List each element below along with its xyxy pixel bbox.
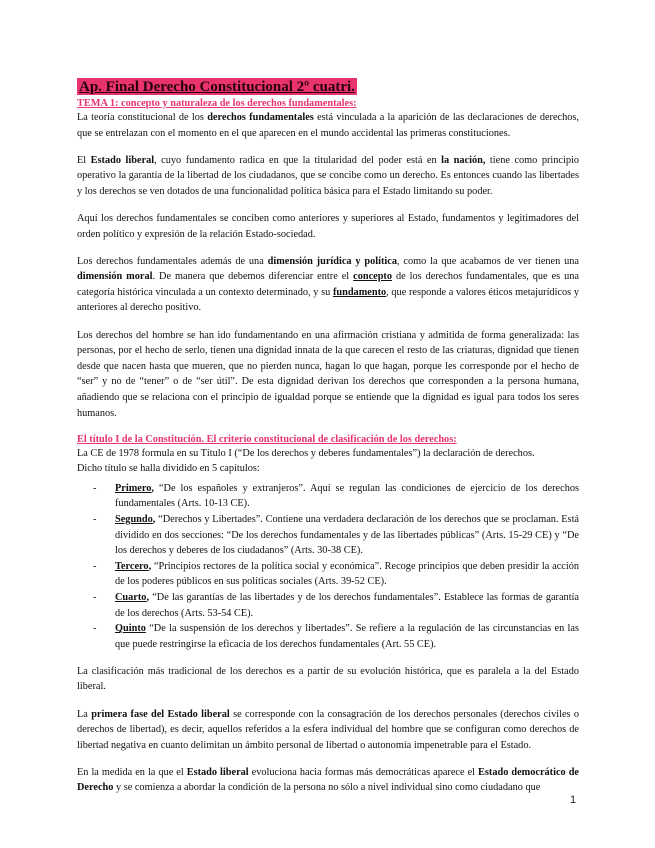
- section-heading-tema1: TEMA 1: concepto y naturaleza de los derechos fundamentales:: [77, 98, 357, 109]
- paragraph-7: Dicho título se halla dividido en 5 capítulos:: [77, 463, 260, 475]
- paragraph-6: La CE de 1978 formula en su Título I (“De los derechos y deberes fundamentales”) la declaración de derechos.: [77, 447, 535, 459]
- paragraph-3: Aquí los derechos fundamentales se conciben como anteriores y superiores al Estado, fundamentos y legitimadores del orden político y expresión de la relación Estado-sociedad.: [77, 212, 579, 240]
- paragraph-9: La primera fase del Estado liberal se corresponde con la consagración de los derechos personales (derechos civiles o derechos de libertad), es decir, aquellos referidos a la esfera individual del hombre que se configuran como derechos de libertad negativa en cuanto delimitan un ámbito personal de libertad o autonomía impenetrable para el Estado.: [77, 708, 579, 751]
- list-item: - Cuarto, “De las garantías de las libertades y de los derechos fundamentales”. Establece las formas de garantía de los derechos (Arts. 53-54 CE).: [93, 591, 579, 619]
- list-item: - Quinto “De la suspensión de los derechos y libertades”. Se refiere a la regulación de las circunstancias en las que puede restringirse la eficacia de los derechos fundamentales (Art. 55 CE).: [93, 623, 579, 650]
- list-item: - Tercero, “Principios rectores de la política social y económica”. Recoge principios que deben presidir la acción de los poderes públicos en sus políticas sociales (Arts. 39-52 CE).: [93, 560, 579, 588]
- paragraph-1: La teoría constitucional de los derechos fundamentales está vinculada a la aparición de las declaraciones de derechos, que se entrelazan con el momento en el que aparecen en el mundo accidental las primeras constituciones.: [77, 112, 580, 139]
- list-dash: -: [93, 591, 97, 603]
- paragraph-5: Los derechos del hombre se han ido fundamentando en una afirmación cristiana y admitida de forma generalizada: las personas, por el hecho de serlo, tienen una dignidad innata de la que carecen el resto de las criaturas, dignidad que tienen desde que nacen hasta que mueren, que no pierden nunca, hagan lo que hagan, porque les corresponde por el hecho de “ser” y no de “tener” o de “ser útil”. De esta dignidad derivan los derechos que corresponden a la persona humana, añadiendo que se relaciona con el principio de igualdad porque se entiende que la dignidad es igual para todos los seres humanos.: [77, 329, 579, 419]
- list-dash: -: [93, 482, 97, 494]
- list-dash: -: [93, 513, 97, 525]
- section-heading-titulo1: El título I de la Constitución. El criterio constitucional de clasificación de los derechos:: [77, 433, 457, 445]
- list-item: - Primero, “De los españoles y extranjeros”. Aquí se regulan las condiciones de ejercicio de los derechos fundamentales (Arts. 10-13 CE).: [93, 482, 579, 510]
- page-number: 1: [570, 794, 577, 806]
- document-page: [77, 78, 579, 796]
- document-title: Ap. Final Derecho Constitucional 2º cuatri.: [79, 79, 355, 95]
- paragraph-2: El Estado liberal, cuyo fundamento radica en que la titularidad del poder está en la nación, tiene como principio operativo la garantía de la libertad de los ciudadanos, que se concibe como un derecho. Es entonces cuando las libertades y los derechos se ven dotados de una funcionalidad política básica para el Estado limitando su poder.: [77, 154, 579, 197]
- paragraph-8: La clasificación más tradicional de los derechos es a partir de su evolución histórica, que es paralela a la del Estado liberal.: [77, 665, 579, 693]
- paragraph-4: Los derechos fundamentales además de una dimensión jurídica y política, como la que acabamos de ver tienen una dimensión moral. De manera que debemos diferenciar entre el concepto de los derechos fundamentales, que es una categoría histórica vinculada a un contexto determinado, y su fundamento, que responde a valores éticos metajurídicos y anteriores al derecho positivo.: [77, 255, 579, 314]
- paragraph-10: En la medida en la que el Estado liberal evoluciona hacia formas más democráticas aparece el Estado democrático de Derecho y se comienza a abordar la condición de la persona no sólo a nivel individual sino como ciudadano que: [77, 766, 580, 794]
- list-dash: -: [93, 623, 97, 635]
- list-dash: -: [93, 560, 97, 572]
- chapter-list: [77, 481, 579, 653]
- list-item: - Segundo, “Derechos y Libertades”. Contiene una verdadera declaración de los derechos que se proclaman. Está dividido en dos secciones: “De los derechos fundamentales y de las libertades públicas” (Arts. 15-29 CE) y “De los derechos y deberes de los ciudadanos” (Arts. 30-38 CE).: [93, 513, 579, 557]
